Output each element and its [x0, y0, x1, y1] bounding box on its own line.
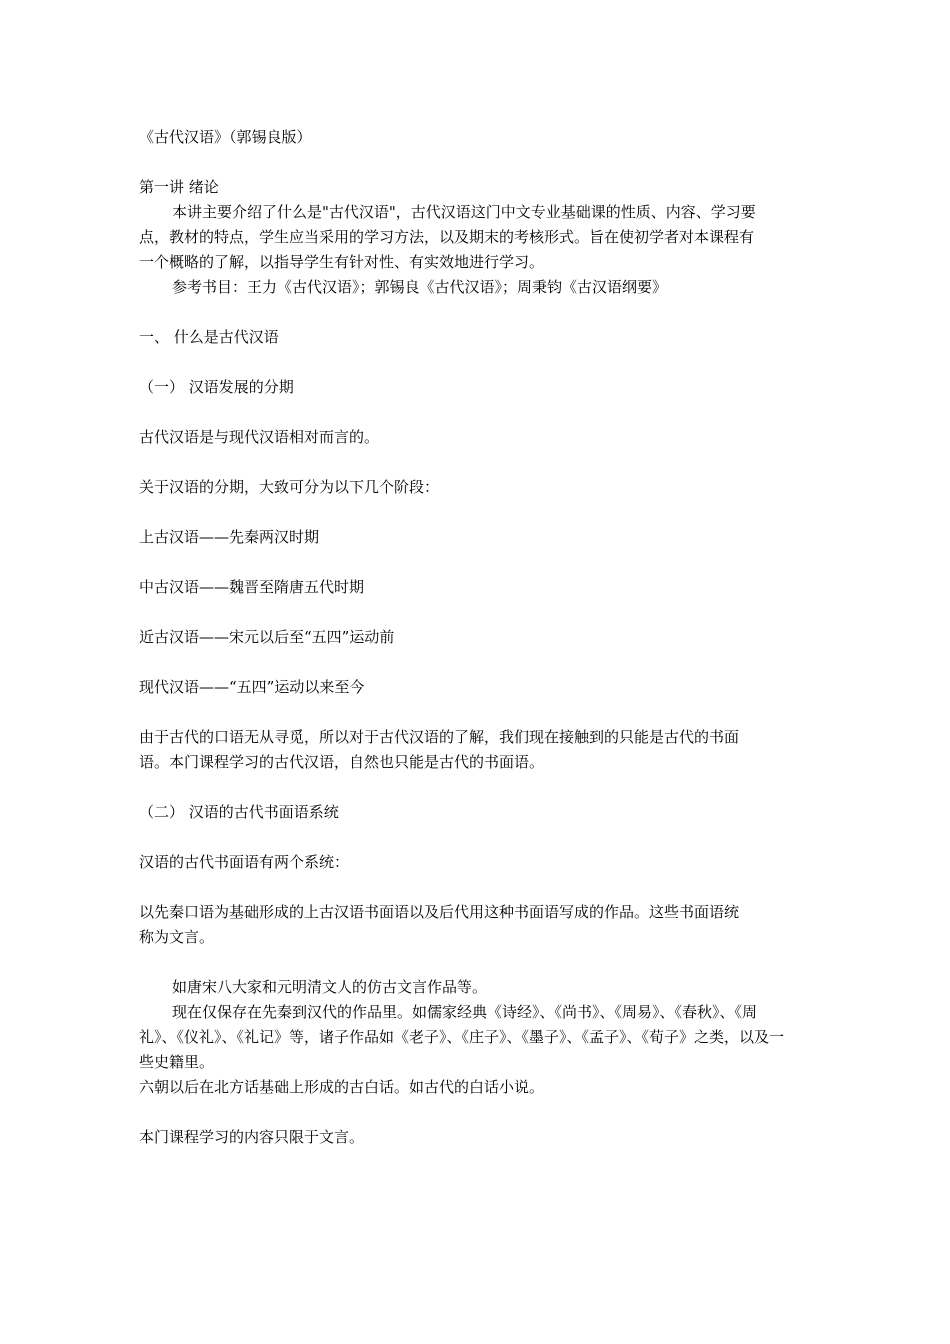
section-heading-1: 一、 什么是古代汉语 [139, 328, 279, 346]
subsection-heading-1: （一） 汉语发展的分期 [139, 378, 294, 396]
paragraph-1: 古代汉语是与现代汉语相对而言的。 [139, 428, 380, 446]
references: 参考书目：王力《古代汉语》；郭锡良《古代汉语》；周秉钧《古汉语纲要》 [172, 278, 668, 296]
intro-line-1: 本讲主要介绍了什么是"古代汉语"，古代汉语这门中文专业基础课的性质、内容、学习要 [172, 203, 756, 221]
paragraph-7-line-1: 现在仅保存在先秦到汉代的作品里。如儒家经典《诗经》、《尚书》、《周易》、《春秋》、《周 [172, 1003, 758, 1021]
paragraph-4: 汉语的古代书面语有两个系统： [139, 853, 350, 871]
paragraph-7-line-3: 些史籍里。 [139, 1053, 215, 1071]
period-item: 现代汉语——“五四”运动以来至今 [139, 678, 365, 696]
paragraph-6: 如唐宋八大家和元明清文人的仿古文言作品等。 [172, 978, 488, 996]
period-item: 中古汉语——魏晋至隋唐五代时期 [139, 578, 365, 596]
paragraph-8: 六朝以后在北方话基础上形成的古白话。如古代的白话小说。 [139, 1078, 545, 1096]
paragraph-9: 本门课程学习的内容只限于文言。 [139, 1128, 365, 1146]
intro-line-3: 一个概略的了解，以指导学生有针对性、有实效地进行学习。 [139, 253, 545, 271]
document-title: 《古代汉语》（郭锡良版） [139, 128, 312, 146]
paragraph-5-line-1: 以先秦口语为基础形成的上古汉语书面语以及后代用这种书面语写成的作品。这些书面语统 [139, 903, 740, 921]
lecture-heading: 第一讲 绪论 [139, 178, 219, 196]
paragraph-2: 关于汉语的分期，大致可分为以下几个阶段： [139, 478, 440, 496]
period-item: 上古汉语——先秦两汉时期 [139, 528, 320, 546]
paragraph-5-line-2: 称为文言。 [139, 928, 215, 946]
paragraph-3-line-1: 由于古代的口语无从寻觅，所以对于古代汉语的了解，我们现在接触到的只能是古代的书面 [139, 728, 740, 746]
subsection-heading-2: （二） 汉语的古代书面语系统 [139, 803, 339, 821]
intro-line-2: 点，教材的特点，学生应当采用的学习方法，以及期末的考核形式。旨在使初学者对本课程有 [139, 228, 755, 246]
paragraph-3-line-2: 语。本门课程学习的古代汉语，自然也只能是古代的书面语。 [139, 753, 545, 771]
paragraph-7-line-2: 礼》、《仪礼》、《礼记》等，诸子作品如《老子》、《庄子》、《墨子》、《孟子》、《荀子》之类，以及一 [139, 1028, 785, 1046]
period-item: 近古汉语——宋元以后至“五四”运动前 [139, 628, 395, 646]
